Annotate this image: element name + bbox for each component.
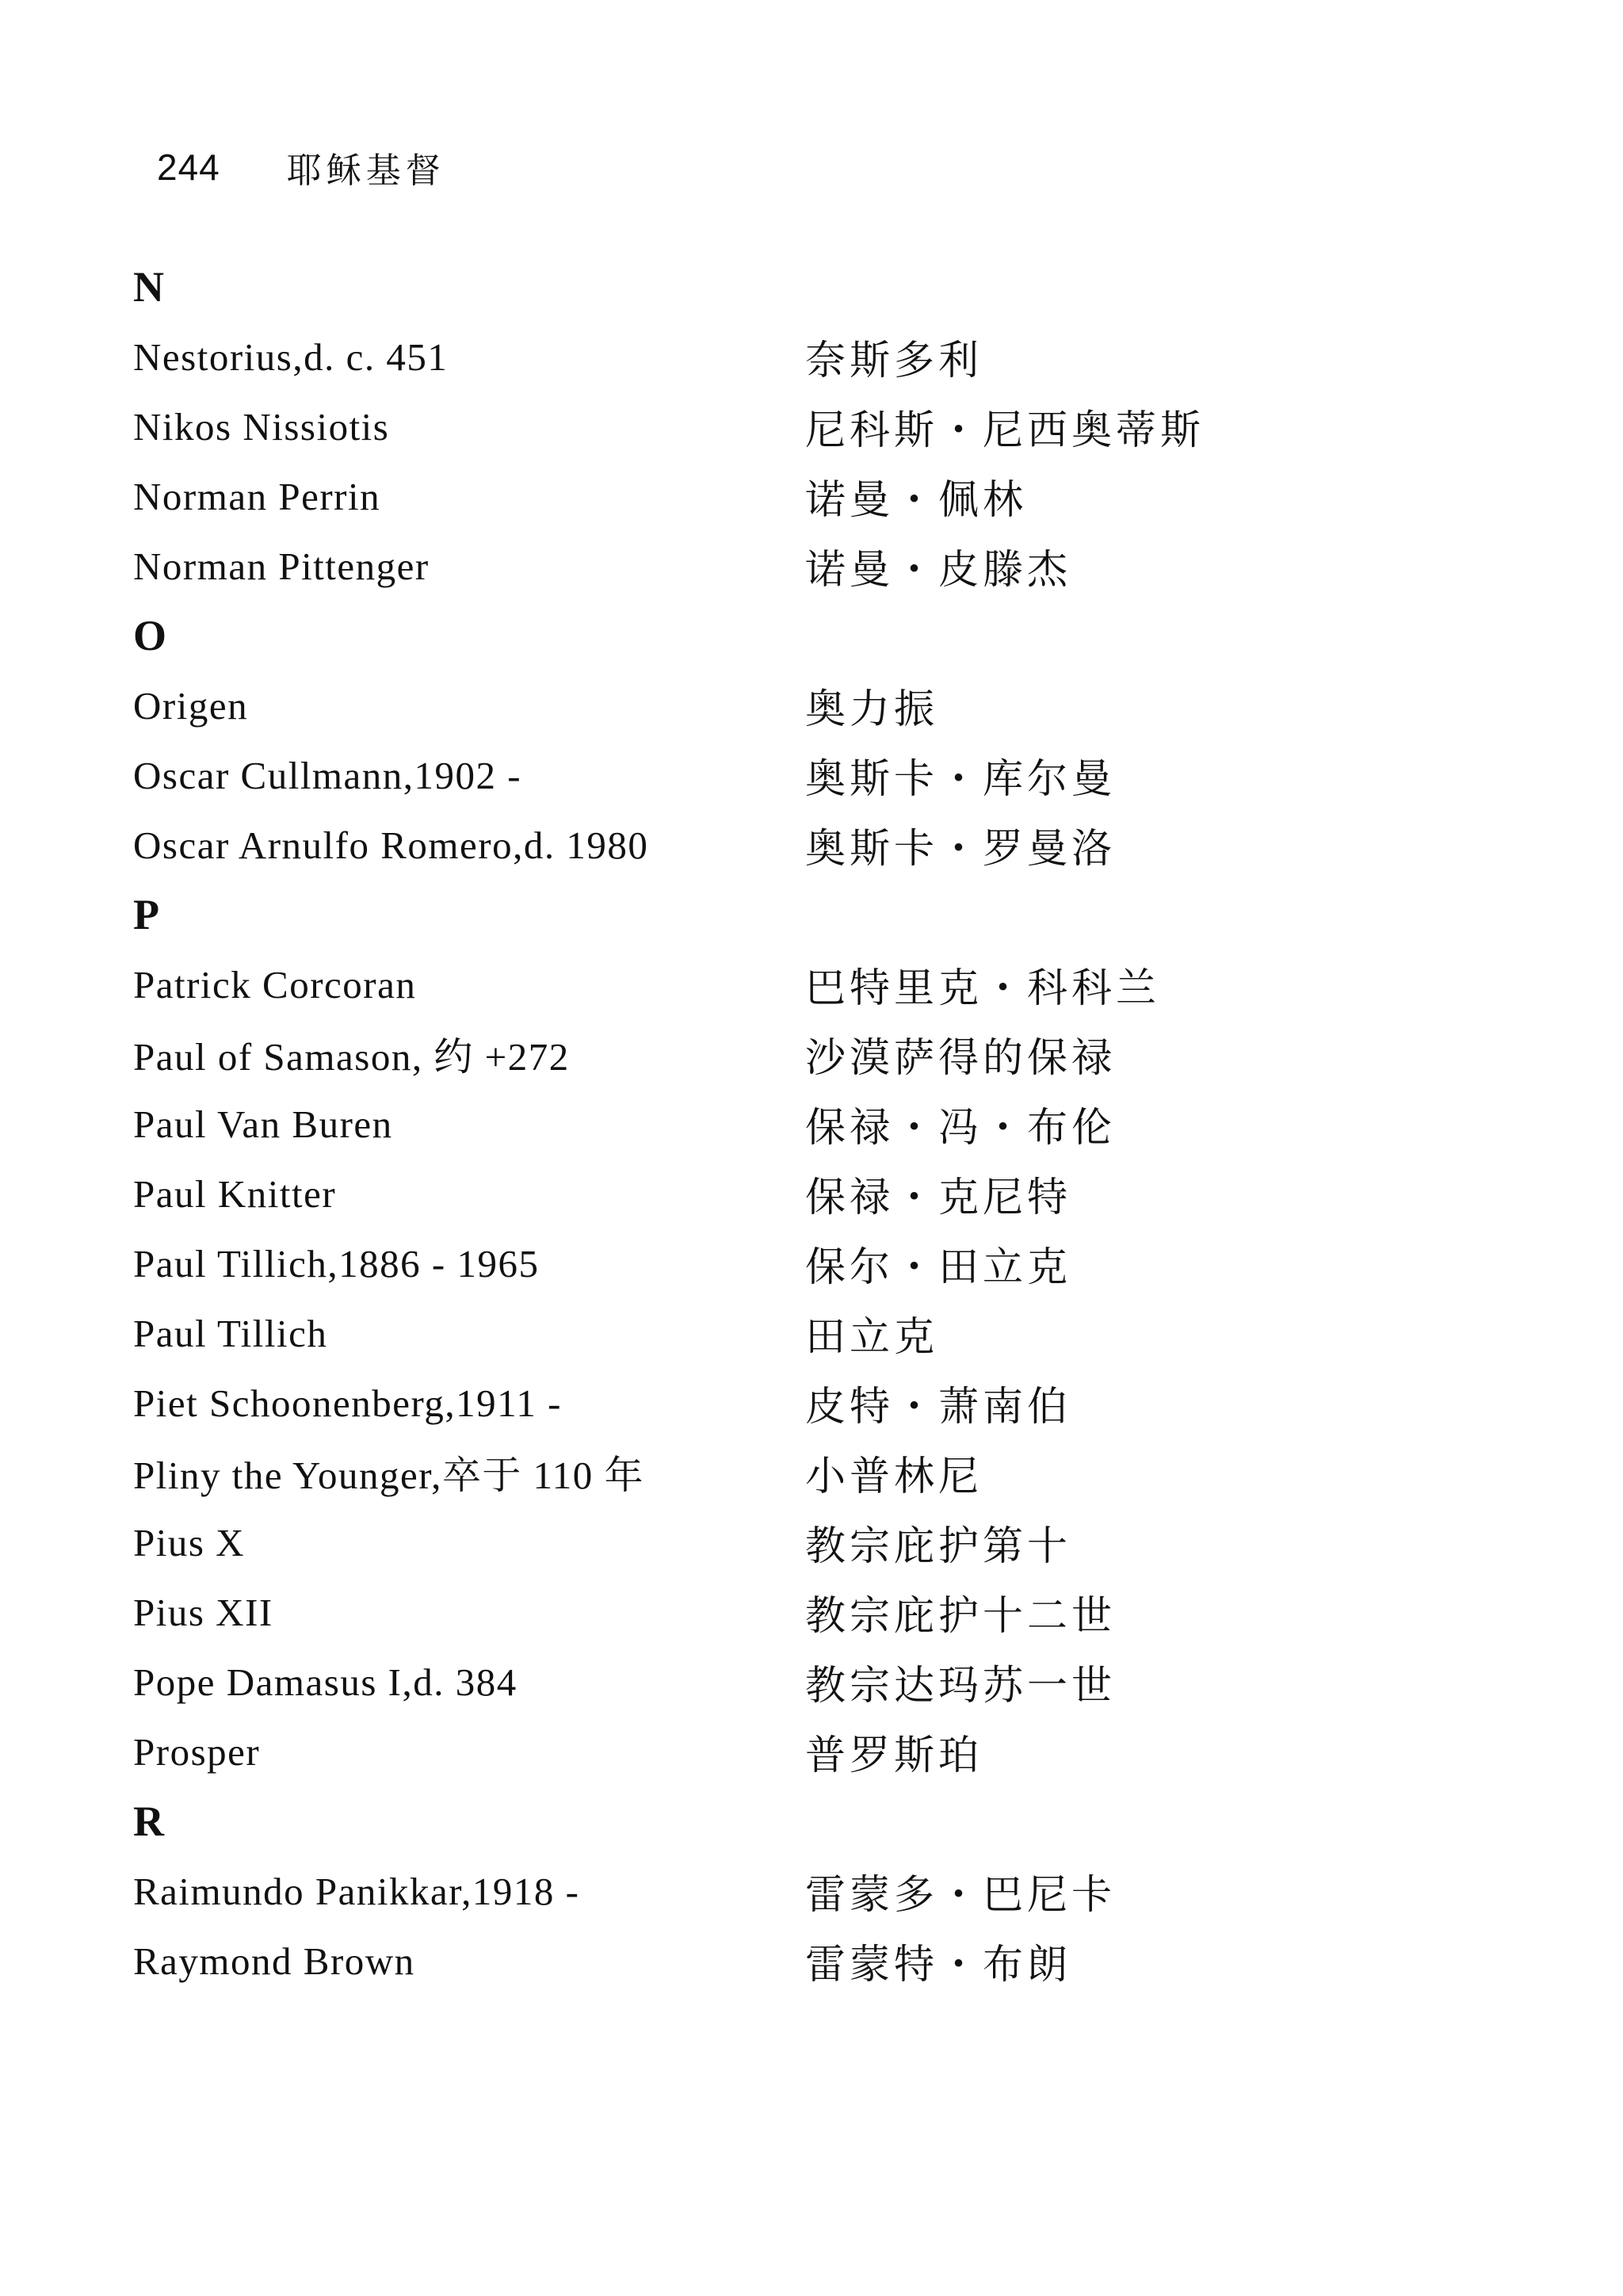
section-heading-p: P bbox=[133, 891, 159, 938]
entry-chinese-name: 皮特・萧南伯 bbox=[805, 1384, 1072, 1431]
index-entry bbox=[133, 1368, 1575, 1438]
entry-chinese-name: 小普林尼 bbox=[805, 1454, 983, 1500]
entry-chinese-name: 田立克 bbox=[805, 1314, 939, 1361]
index-entry bbox=[133, 949, 1575, 1019]
page-number: 244 bbox=[157, 147, 220, 188]
entry-english-name: Prosper bbox=[133, 1729, 261, 1774]
index-entry bbox=[133, 322, 1575, 392]
entry-english-name: Pliny the Younger,卒于 110 年 bbox=[133, 1454, 645, 1497]
entry-chinese-name: 保禄・克尼特 bbox=[805, 1175, 1072, 1221]
index-entry bbox=[133, 1647, 1575, 1717]
section-heading-n: N bbox=[133, 263, 164, 311]
index-entry bbox=[133, 1507, 1575, 1577]
entry-english-name: Raymond Brown bbox=[133, 1939, 415, 1983]
index-entry bbox=[133, 461, 1575, 531]
entry-english-name: Nestorius,d. c. 451 bbox=[133, 334, 449, 379]
entry-english-name: Raimundo Panikkar,1918 - bbox=[133, 1869, 580, 1913]
entry-chinese-name: 诺曼・皮滕杰 bbox=[805, 547, 1072, 594]
entry-chinese-name: 保尔・田立克 bbox=[805, 1244, 1072, 1291]
entry-english-name: Paul Tillich,1886 - 1965 bbox=[133, 1241, 540, 1286]
entry-english-name: Patrick Corcoran bbox=[133, 962, 417, 1007]
entry-english-name: Origen bbox=[133, 683, 249, 728]
index-entry bbox=[133, 1089, 1575, 1159]
entry-chinese-name: 沙漠萨得的保禄 bbox=[805, 1035, 1117, 1082]
running-header bbox=[157, 139, 445, 195]
entry-english-name: Nikos Nissiotis bbox=[133, 404, 390, 449]
index-entry bbox=[133, 1856, 1575, 1926]
entry-english-name: Pius XII bbox=[133, 1590, 273, 1634]
entry-english-name: Oscar Cullmann,1902 - bbox=[133, 753, 522, 797]
entry-chinese-name: 教宗庇护十二世 bbox=[805, 1593, 1117, 1640]
entry-chinese-name: 奥斯卡・罗曼洛 bbox=[805, 826, 1117, 873]
index-entry bbox=[133, 1577, 1575, 1647]
entry-english-name: Paul of Samason, 约 +272 bbox=[133, 1035, 570, 1079]
entry-chinese-name: 教宗达玛苏一世 bbox=[805, 1663, 1117, 1710]
entry-chinese-name: 巴特里克・科科兰 bbox=[805, 965, 1161, 1012]
entry-chinese-name: 教宗庇护第十 bbox=[805, 1523, 1072, 1570]
index-entry bbox=[133, 1019, 1575, 1089]
index-entry bbox=[133, 810, 1575, 880]
entry-english-name: Norman Pittenger bbox=[133, 544, 430, 588]
index-entry bbox=[133, 392, 1575, 461]
index-entry bbox=[133, 1438, 1575, 1507]
index-entry bbox=[133, 1926, 1575, 1996]
entry-chinese-name: 雷蒙特・布朗 bbox=[805, 1942, 1072, 1988]
entry-chinese-name: 雷蒙多・巴尼卡 bbox=[805, 1872, 1117, 1919]
entry-english-name: Piet Schoonenberg,1911 - bbox=[133, 1381, 562, 1425]
index-entry bbox=[133, 1228, 1575, 1298]
index-entry bbox=[133, 1159, 1575, 1228]
name-index-list bbox=[133, 252, 1575, 1996]
entry-english-name: Pope Damasus I,d. 384 bbox=[133, 1660, 517, 1704]
section-heading-o: O bbox=[133, 612, 167, 659]
section-heading-r: R bbox=[133, 1797, 164, 1845]
index-entry bbox=[133, 531, 1575, 601]
entry-chinese-name: 奥斯卡・库尔曼 bbox=[805, 756, 1117, 803]
entry-chinese-name: 奥力振 bbox=[805, 686, 939, 733]
entry-english-name: Paul Tillich bbox=[133, 1311, 328, 1355]
entry-english-name: Paul Knitter bbox=[133, 1171, 337, 1216]
entry-chinese-name: 尼科斯・尼西奥蒂斯 bbox=[805, 407, 1205, 454]
entry-chinese-name: 奈斯多利 bbox=[805, 338, 983, 384]
index-entry bbox=[133, 670, 1575, 740]
index-entry bbox=[133, 740, 1575, 810]
entry-english-name: Oscar Arnulfo Romero,d. 1980 bbox=[133, 823, 649, 867]
entry-chinese-name: 诺曼・佩林 bbox=[805, 477, 1028, 524]
entry-english-name: Norman Perrin bbox=[133, 474, 381, 518]
entry-chinese-name: 普罗斯珀 bbox=[805, 1733, 983, 1779]
index-entry bbox=[133, 1298, 1575, 1368]
entry-english-name: Pius X bbox=[133, 1520, 246, 1564]
entry-english-name: Paul Van Buren bbox=[133, 1102, 393, 1146]
index-entry bbox=[133, 1717, 1575, 1786]
entry-chinese-name: 保禄・冯・布伦 bbox=[805, 1105, 1117, 1152]
book-title: 耶稣基督 bbox=[286, 151, 445, 191]
